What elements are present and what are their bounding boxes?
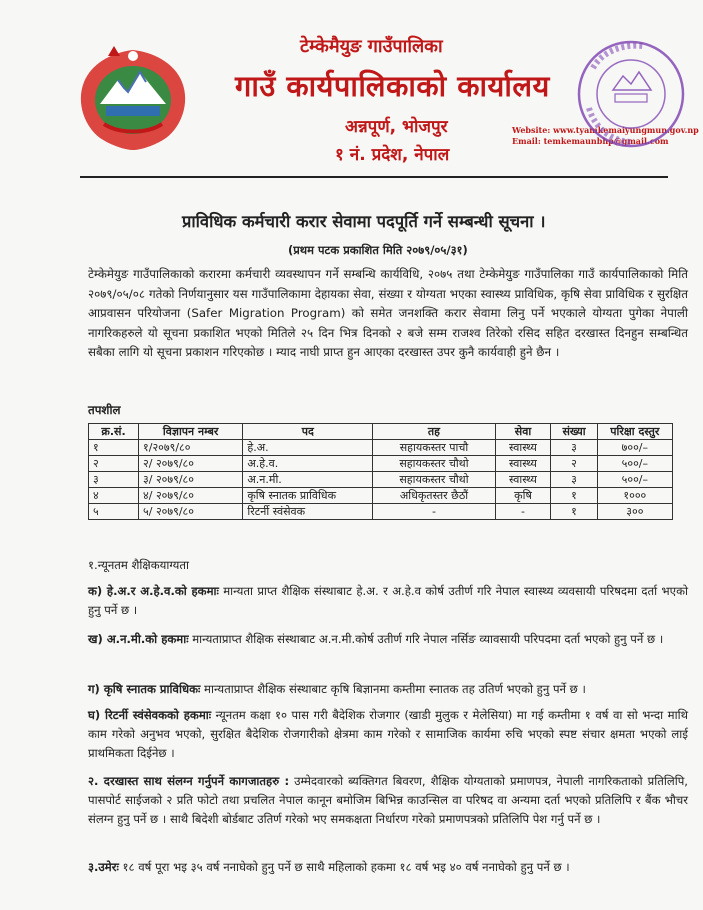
nepal-emblem-icon <box>74 42 192 152</box>
table-row <box>89 504 673 520</box>
cell-count: १ <box>551 504 597 520</box>
cell-level: सहायकस्तर पाचौ <box>373 440 495 456</box>
cell-count: २ <box>551 456 597 472</box>
vacancy-table <box>88 423 673 520</box>
table-row <box>89 472 673 488</box>
col-fee: परिक्षा दस्तुर <box>597 424 672 440</box>
cell-fee: ५००/– <box>597 472 672 488</box>
cell-service: - <box>495 504 551 520</box>
qualification-anm-text: मान्यताप्राप्त शैक्षिक संस्थाबाट अ.न.मी.कोर्ष उतीर्ण गरि नेपाल नर्सिङ व्यावसायी परिपदमा दर्ता भएको हुनु पर्ने छ । <box>188 632 664 646</box>
cell-sn: ४ <box>89 488 139 504</box>
required-documents-label: २. दरखास्त साथ संलग्न गर्नुपर्ने कागजातहरु : <box>88 774 290 788</box>
cell-post: रिटर्नी स्वंसेवक <box>243 504 373 520</box>
email-text: Email: temkemaunbhp@gmail.com <box>512 136 669 146</box>
cell-post: कृषि स्नातक प्राविधिक <box>243 488 373 504</box>
details-label: तपशील <box>88 403 121 417</box>
cell-service: स्वास्थ्य <box>495 472 551 488</box>
age-requirement-label: ३.उमेरः <box>88 860 119 874</box>
qualification-agriculture-label: ग) कृषि स्नातक प्राविधिकः <box>88 682 201 696</box>
cell-ad-number: ३/ २०७९/८० <box>139 472 243 488</box>
cell-level: सहायकस्तर चौथो <box>373 456 495 472</box>
cell-count: ३ <box>551 472 597 488</box>
cell-count: १ <box>551 488 597 504</box>
cell-count: ३ <box>551 440 597 456</box>
col-post: पद <box>243 424 373 440</box>
cell-fee: १००० <box>597 488 672 504</box>
table-row <box>89 440 673 456</box>
cell-sn: ३ <box>89 472 139 488</box>
col-count: संख्या <box>551 424 597 440</box>
cell-fee: ५००/– <box>597 456 672 472</box>
cell-ad-number: ४/ २०७९/८० <box>139 488 243 504</box>
required-documents <box>88 772 688 829</box>
qualification-returnee-text: न्यूनतम कक्षा १० पास गरी बैदेशिक रोजगार (खाडी मुलुक र मेलेसिया) मा गई कम्तीमा १ वर्ष वा सो भन्दा माथि काम गरेको अनुभव भएको, सुरक्षित बैदेशिक रोजगारीको क्षेत्रमा काम गरेको र सामाजिक कार्यमा रुचि भएको स्पष्ट संचार क्षमता भएको लाई प्राथमिकता दिईनेछ । <box>88 708 688 760</box>
cell-service: स्वास्थ्य <box>495 456 551 472</box>
qualification-returnee <box>88 706 688 763</box>
cell-post: अ.हे.व. <box>243 456 373 472</box>
required-documents-text: उम्मेदवारको ब्यक्तिगत बिवरण, शैक्षिक योग्यताको प्रमाणपत्र, नेपाली नागरिकताको प्रतिलिपि, पासपोर्ट साईजको २ प्रति फोटो तथा प्रचलित नेपाल कानून बमोजिम बिभिन्न काउन्सिल वा परिषद वा अन्यमा दर्ता भएको प्रतिलिपि र बैंक भौचर संलग्न हुनु पर्ने छ । साथै बिदेशी बोर्डबाट उतिर्ण गरेको भए समकक्षता निर्धारण गरेको प्रमाणपत्रको प्रतिलिपि पेश गर्नु पर्ने छ । <box>88 774 688 826</box>
cell-service: स्वास्थ्य <box>495 440 551 456</box>
cell-sn: ५ <box>89 504 139 520</box>
qualification-anm-label: ख) अ.न.मी.को हकमाः <box>88 632 189 646</box>
table-header-row <box>89 424 673 440</box>
office-province: १ नं. प्रदेश, नेपाल <box>335 145 450 165</box>
publish-date: (प्रथम पटक प्रकाशित मिति २०७९/०५/३१) <box>288 243 468 257</box>
qualification-agriculture-text: मान्यताप्राप्त शैक्षिक संस्थाबाट कृषि बिज्ञानमा कम्तीमा स्नातक तह उतिर्ण भएको हुनु पर्ने छ । <box>200 682 586 696</box>
website-text: Website: www.tyamkemaiyungmun.gov.np <box>512 125 699 135</box>
qualification-returnee-label: घ) रिटर्नी स्वंसेवकको हकमाः <box>88 708 212 722</box>
cell-ad-number: १/२०७९/८० <box>139 440 243 456</box>
header-divider <box>80 176 668 178</box>
cell-fee: ३०० <box>597 504 672 520</box>
age-requirement-text: १८ वर्ष पूरा भइ ३५ वर्ष ननाघेको हुनु पर्ने छ साथै महिलाको हकमा १८ वर्ष भइ ४० वर्ष ननाघेको हुनु पर्ने छ । <box>118 860 570 874</box>
cell-sn: १ <box>89 440 139 456</box>
cell-ad-number: २/ २०७९/८० <box>139 456 243 472</box>
cell-ad-number: ५/ २०७९/८० <box>139 504 243 520</box>
col-ad-number: विज्ञापन नम्बर <box>139 424 243 440</box>
office-location: अन्नपूर्ण, भोजपुर <box>345 117 448 137</box>
cell-level: अधिकृतस्तर छैठौं <box>373 488 495 504</box>
table-row <box>89 488 673 504</box>
municipality-name: टेम्केमैयुङ गाउँपालिका <box>300 36 443 57</box>
col-service: सेवा <box>495 424 551 440</box>
col-level: तह <box>373 424 495 440</box>
age-requirement <box>88 858 688 877</box>
qualification-agriculture <box>88 680 688 699</box>
qualification-ha-label: क) हे.अ.र अ.हे.व.को हकमाः <box>88 584 219 598</box>
cell-level: - <box>373 504 495 520</box>
cell-sn: २ <box>89 456 139 472</box>
min-qualification-heading: १.न्यूनतम शैक्षिकयाग्यता <box>88 558 189 572</box>
qualification-ha-text: मान्यता प्राप्त शैक्षिक संस्थाबाट हे.अ. र अ.हे.व कोर्ष उतीर्ण गरि नेपाल स्वास्थ्य व्यवसायी परिषदमा दर्ता भएको हुनु पर्ने छ । <box>88 584 689 617</box>
cell-level: सहायकस्तर चौथो <box>373 472 495 488</box>
cell-post: अ.न.मी. <box>243 472 373 488</box>
office-name: गाउँ कार्यपालिकाको कार्यालय <box>235 69 550 103</box>
office-stamp-icon <box>575 38 687 150</box>
qualification-ha <box>88 582 688 620</box>
cell-service: कृषि <box>495 488 551 504</box>
col-sn: क्र.सं. <box>89 424 139 440</box>
notice-title: प्राविधिक कर्मचारी करार सेवामा पदपूर्ति गर्ने सम्बन्धी सूचना । <box>182 212 546 231</box>
intro-paragraph: टेम्केमेयुङ गाउँपालिकाको करारमा कर्मचारी व्यवस्थापन गर्ने सम्बन्धि कार्यविधि, २०७५ तथा टेम्केमेयुङ गाउँपालिका गाउँ कार्यपालिकाको मिति २०७९/०५/०८ गतेको निर्णयानुसार यस गाउँपालिकामा देहायका सेवा, संख्या र योग्यता भएका स्वास्थ्य प्राविधिक, कृषि सेवा प्राविधिक र सुरक्षित आप्रवासन परियोजना (Safer Migration Program) को समेत जनशक्ति करार सेवामा लिनु पर्ने भएकाले योग्यता पुगेका नेपाली नागरिकहरुले यो सूचना प्रकाशित भएको मितिले २५ दिन भित्र दिनको २ बजे सम्म राजश्व तिरेको रसिद सहित दरखास्त दिनहुन सम्बन्धित सबैका लागि यो सूचना प्रकाशन गरिएकोछ । म्याद नाघी प्राप्त हुन आएका दरखास्त उपर कुनै कार्यवाही हुने छैन । <box>88 267 688 359</box>
cell-fee: ७००/– <box>597 440 672 456</box>
table-row <box>89 456 673 472</box>
qualification-anm <box>88 630 688 649</box>
cell-post: हे.अ. <box>243 440 373 456</box>
